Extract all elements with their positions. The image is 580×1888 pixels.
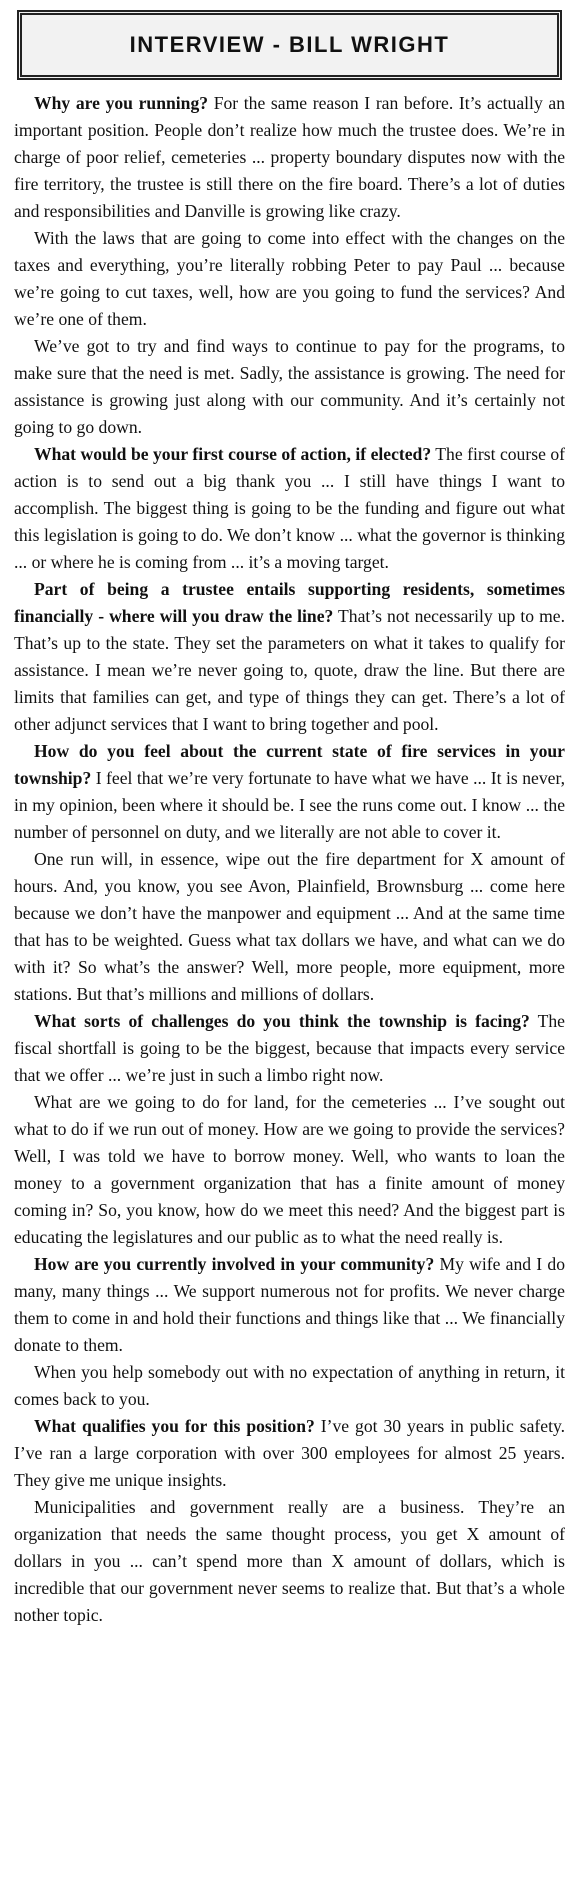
paragraph-3 [14,333,565,441]
answer-text: I feel that we’re very fortunate to have what we have ... It is never, in my opinion, been where it should be. I see the runs come out. I know ... the number of personnel on duty, and we literally are not able to cover it. [14,768,565,842]
paragraph-13 [14,1494,565,1629]
paragraph-10 [14,1251,565,1359]
answer-text: I’ve got 30 years in public safety. I’ve ran a large corporation with over 300 employees for almost 25 years. They give me unique insights. [14,1416,566,1490]
question-text: How are you currently involved in your community? [34,1254,435,1274]
paragraph-11 [14,1359,565,1413]
paragraph-1 [14,90,565,225]
answer-text: My wife and I do many, many things ... We support numerous not for profits. We never charge them to come in and hold their functions and things like that ... We financially donate to them. [14,1254,565,1355]
article-title: INTERVIEW - BILL WRIGHT [129,32,450,57]
question-text: What would be your first course of action, if elected? [34,444,432,464]
answer-text: What are we going to do for land, for the cemeteries ... I’ve sought out what to do if we run out of money. How are we going to provide the services? Well, I was told we have to borrow money. Well, who wants to loan the money to a government organization that has a finite amount of money coming in? So, you know, how do we meet this need? And the biggest part is educating the legislatures and our public as to what the need really is. [14,1092,565,1247]
title-box [17,10,562,80]
paragraph-12 [14,1413,565,1494]
question-text: Part of being a trustee entails supporting residents, sometimes financially - where will you draw the line? [14,579,565,626]
question-text: What sorts of challenges do you think the township is facing? [34,1011,530,1031]
question-text: How do you feel about the current state of fire services in your township? [14,741,565,788]
answer-text: For the same reason I ran before. It’s actually an important position. People don’t realize how much the trustee does. We’re in charge of poor relief, cemeteries ... property boundary disputes now with the fire territory, the trustee is still there on the fire board. There’s a lot of duties and responsibilities and Danville is growing like crazy. [14,93,565,221]
question-text: Why are you running? [34,93,209,113]
article-body [14,90,565,1629]
paragraph-8 [14,1008,565,1089]
paragraph-7 [14,846,565,1008]
paragraph-2 [14,225,565,333]
answer-text: With the laws that are going to come into effect with the changes on the taxes and everything, you’re literally robbing Peter to pay Paul ... because we’re going to cut taxes, well, how are you going to fund the services? And we’re one of them. [14,228,565,329]
question-text: What qualifies you for this position? [34,1416,315,1436]
answer-text: That’s not necessarily up to me. That’s up to the state. They set the parameters on what it takes to qualify for assistance. I mean we’re never going to, quote, draw the line. But there are limits that families can get, and type of things they can get. There’s a lot of other adjunct services that I want to bring together and pool. [14,606,565,734]
paragraph-6 [14,738,565,846]
answer-text: The fiscal shortfall is going to be the biggest, because that impacts every service that we offer ... we’re just in such a limbo right now. [14,1011,565,1085]
answer-text: We’ve got to try and find ways to continue to pay for the programs, to make sure that the need is met. Sadly, the assistance is growing. The need for assistance is growing just along with our community. And it’s certainly not going to go down. [14,336,565,437]
paragraph-4 [14,441,565,576]
paragraph-5 [14,576,565,738]
answer-text: Municipalities and government really are a business. They’re an organization that needs the same thought process, you get X amount of dollars in you ... can’t spend more than X amount of dollars, which is incredible that our government never seems to realize that. But that’s a whole nother topic. [14,1497,565,1625]
answer-text: When you help somebody out with no expectation of anything in return, it comes back to you. [14,1362,565,1409]
answer-text: The first course of action is to send out a big thank you ... I still have things I want to accomplish. The biggest thing is going to be the funding and figure out what this legislation is going to do. We don’t know ... what the governor is thinking ... or where he is coming from ... it’s a moving target. [14,444,566,572]
paragraph-9 [14,1089,565,1251]
answer-text: One run will, in essence, wipe out the fire department for X amount of hours. And, you know, you see Avon, Plainfield, Brownsburg ... come here because we don’t have the manpower and equipment ... And at the same time that has to be weighted. Guess what tax dollars we have, and what can we do with it? So what’s the answer? Well, more people, more equipment, more stations. But that’s millions and millions of dollars. [14,849,565,1004]
